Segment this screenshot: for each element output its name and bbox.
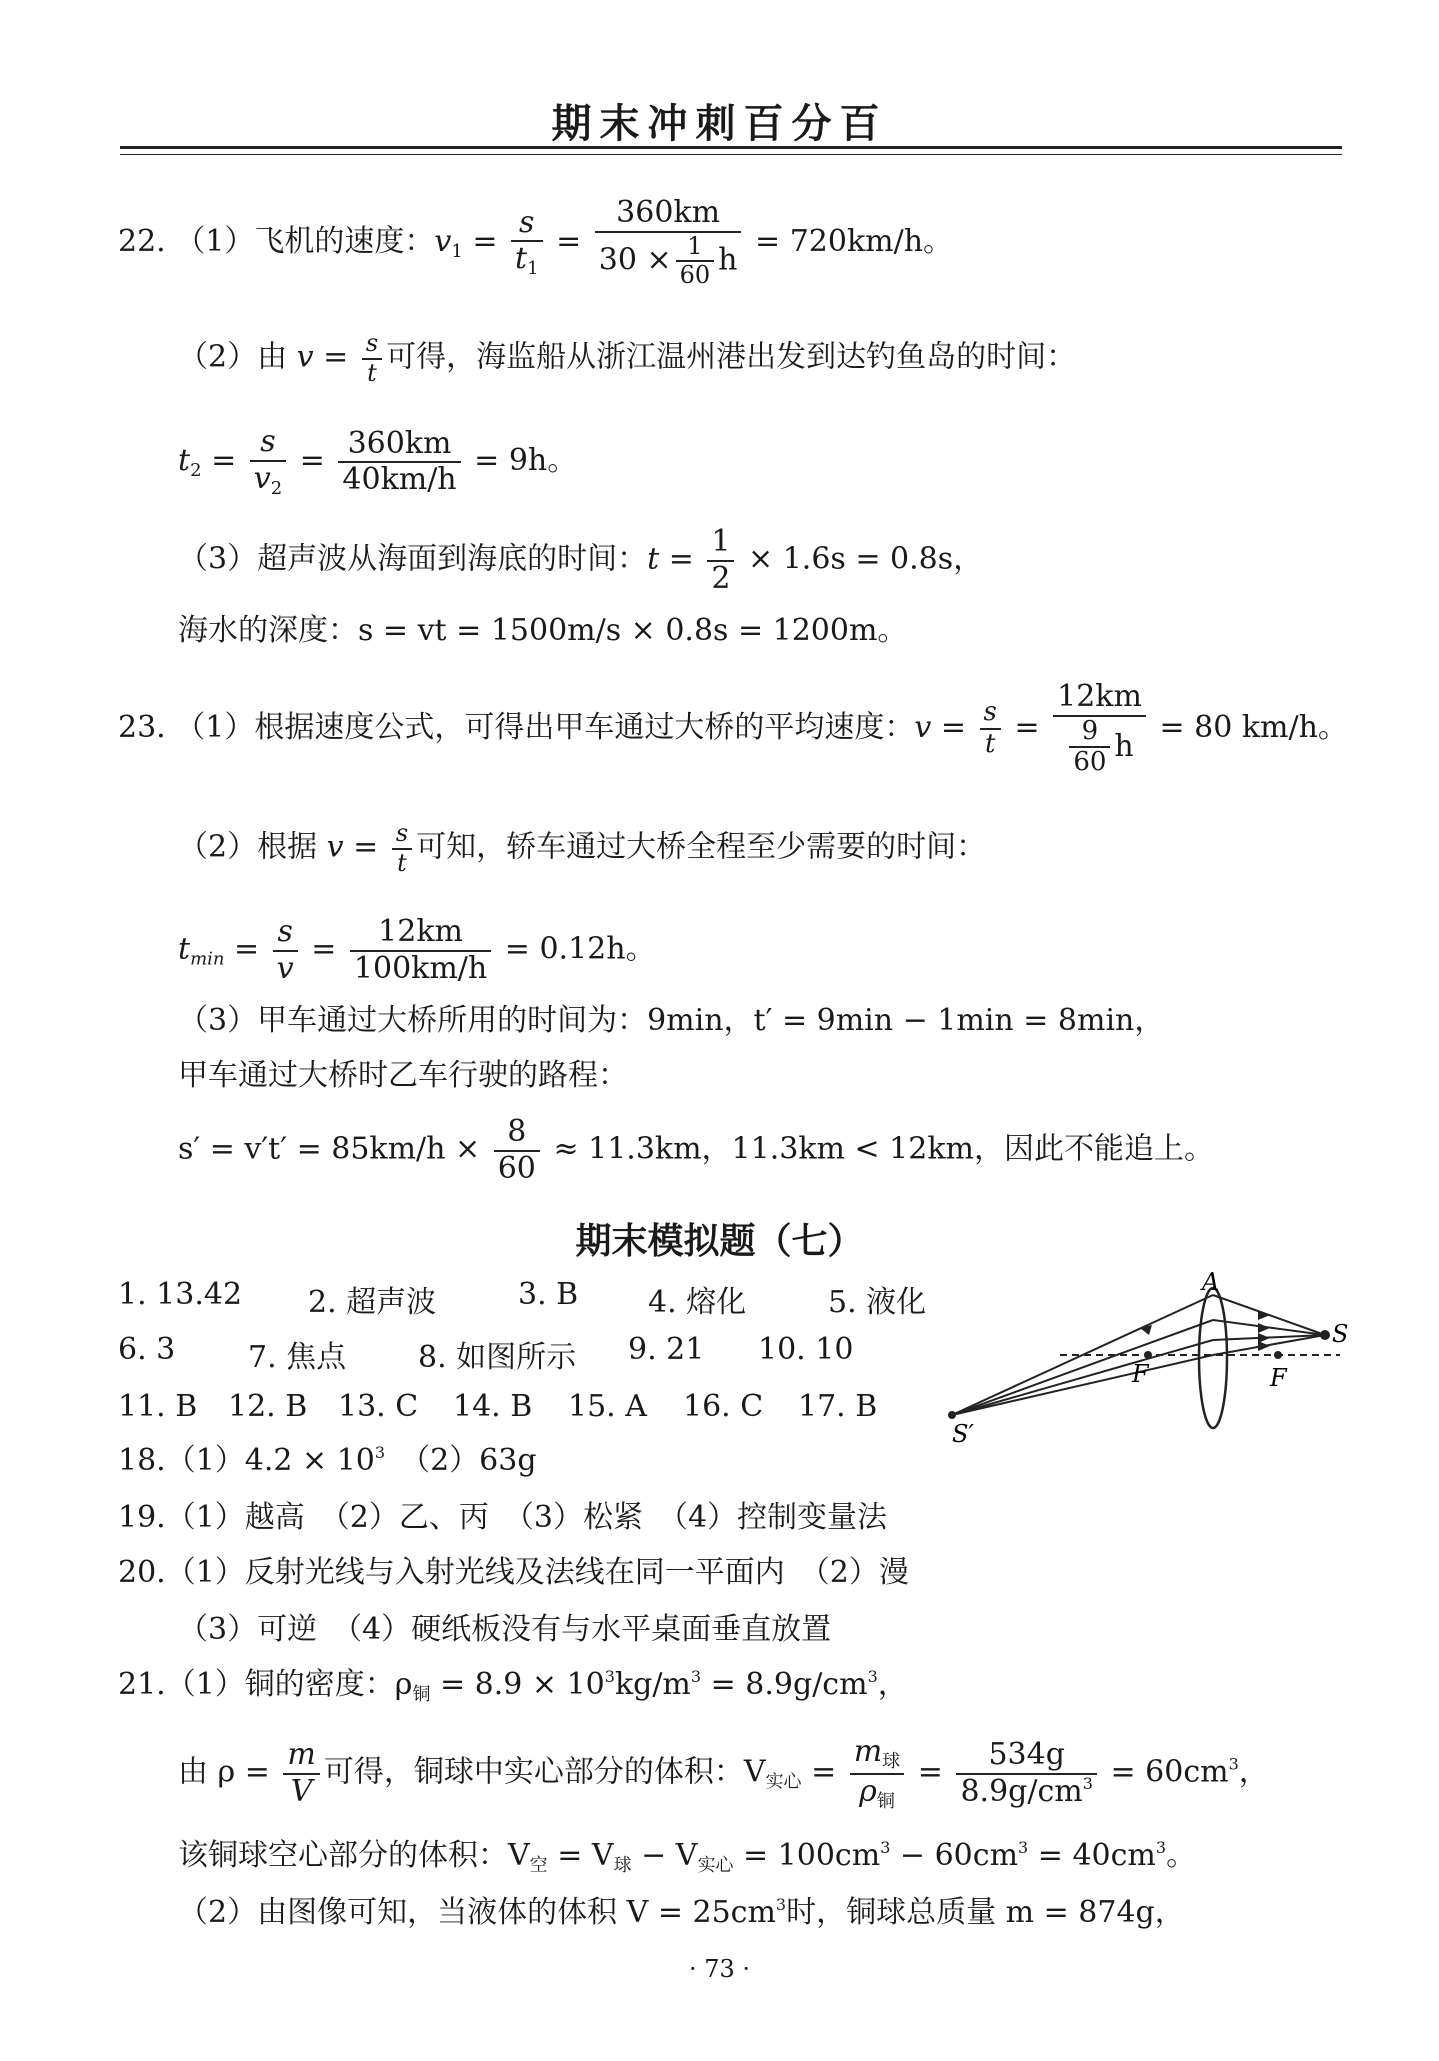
- q23-number: 23.: [118, 710, 166, 746]
- q19-line: 19.（1）越高 （2）乙、丙 （3）松紧 （4）控制变量法: [118, 1500, 888, 1535]
- q21-line-3: 该铜球空心部分的体积：$V_空 = V_球 - V_{实心} = 100cm^3 - 60cm^3 = 40cm^3$。: [178, 1838, 1197, 1876]
- point-S-prime: [948, 1411, 956, 1419]
- q23-line-4: （3）甲车通过大桥所用的时间为：9min，t′ = 9min − 1min = 8min，: [178, 1003, 1165, 1038]
- q23-line-6: s′ = v′t′ = 85km/h × $\frac{8}{60}$ ≈ 11.3km，11.3km < 12km，因此不能追上。: [178, 1114, 1214, 1186]
- q23-line-3: $t_{min}$ = $\frac{s}{v}$ = $\frac{12km}{100km/h}$ = 0.12h。: [178, 914, 656, 986]
- focus-right: [1274, 1351, 1282, 1359]
- q22-line-2: （2）由 v = $\frac{s}{t}$ 可得，海监船从浙江温州港出发到达钓鱼岛的时间：: [178, 329, 1077, 387]
- q20-line-2: （3）可逆 （4）硬纸板没有与水平桌面垂直放置: [178, 1612, 832, 1647]
- header-rule-thick: [120, 146, 1342, 149]
- page-header-title: 期末冲刺百分百: [551, 100, 888, 147]
- ray-2-incident: [1213, 1320, 1325, 1335]
- q22-line-3: $t_2$ = $\frac{s}{v_2}$ = $\frac{360km}{40km/h}$ = 9h。: [178, 424, 578, 499]
- q21-line-1: 21.（1）铜的密度：$\rho_铜 = 8.9 \times 10^3kg/m^3 = 8.9g/cm^3$，: [118, 1667, 908, 1705]
- q21-line-4: （2）由图像可知，当液体的体积 $V = 25cm^3$时，铜球总质量 m = 874g，: [178, 1895, 1185, 1930]
- label-S: S: [1332, 1320, 1349, 1348]
- q23-line-1: 23. （1）根据速度公式，可得出甲车通过大桥的平均速度：v = $\frac{s}{t}$ = 12km $\frac{9}{60}$ h = 80 km/h。: [118, 679, 1348, 778]
- label-A: A: [1202, 1270, 1220, 1296]
- fraction-360km: 360km 30 × $\frac{1}{60}$ h: [595, 196, 742, 290]
- q18-line: $18.(1)4.2 \times 10^3$ （2）63g: [118, 1443, 537, 1478]
- q22-line-1: 22. （1）飞机的速度：$v_1$ = $\frac{s}{t_1}$ = 360km 30 × $\frac{1}{60}$ h = 720km/h。: [118, 195, 954, 290]
- label-F-left: F: [1132, 1360, 1149, 1388]
- ray-2-refracted: [952, 1320, 1213, 1415]
- ray-4-refracted: [952, 1355, 1213, 1415]
- label-S-prime: S′: [952, 1420, 974, 1448]
- arrow-2: [1258, 1323, 1270, 1333]
- lens-ray-diagram: [940, 1270, 1360, 1450]
- q23-line-5: 甲车通过大桥时乙车行驶的路程：: [178, 1058, 628, 1093]
- q22-number: 22.: [118, 223, 166, 259]
- label-F-right: F: [1270, 1364, 1287, 1392]
- arrow-4: [1258, 1341, 1270, 1351]
- q22-line-4: （3）超声波从海面到海底的时间：t = $\frac{1}{2}$ × 1.6s = 0.8s，: [178, 524, 984, 596]
- point-S: [1320, 1330, 1330, 1340]
- q20-line-1: 20.（1）反射光线与入射光线及法线在同一平面内 （2）漫: [118, 1555, 909, 1590]
- page-number: · 73 ·: [688, 1955, 751, 1983]
- arrow-1: [1258, 1310, 1270, 1320]
- q23-line-2: （2）根据 v = $\frac{s}{t}$ 可知，轿车通过大桥全程至少需要的时间：: [178, 819, 987, 877]
- arrow-5: [1140, 1325, 1152, 1335]
- focus-left: [1144, 1351, 1152, 1359]
- q22-line-5: 海水的深度：s = vt = 1500m/s × 0.8s = 1200m。: [178, 613, 908, 648]
- arrow-3: [1258, 1333, 1270, 1343]
- header-rule-thin: [120, 154, 1342, 155]
- q21-line-2: 由 ρ = $\frac{m}{V}$ 可得，铜球中实心部分的体积：$V_{实心}$ = $\frac{m_球}{\rho_铜}$ = $\frac{534g}{8.9g/cm^3}$ = $60cm^3$，: [178, 1734, 1269, 1812]
- ray-3-refracted: [952, 1340, 1213, 1415]
- section-title: 期末模拟题（七）: [575, 1220, 864, 1262]
- fraction-s-over-t1: $\frac{s}{t_1}$: [511, 206, 543, 280]
